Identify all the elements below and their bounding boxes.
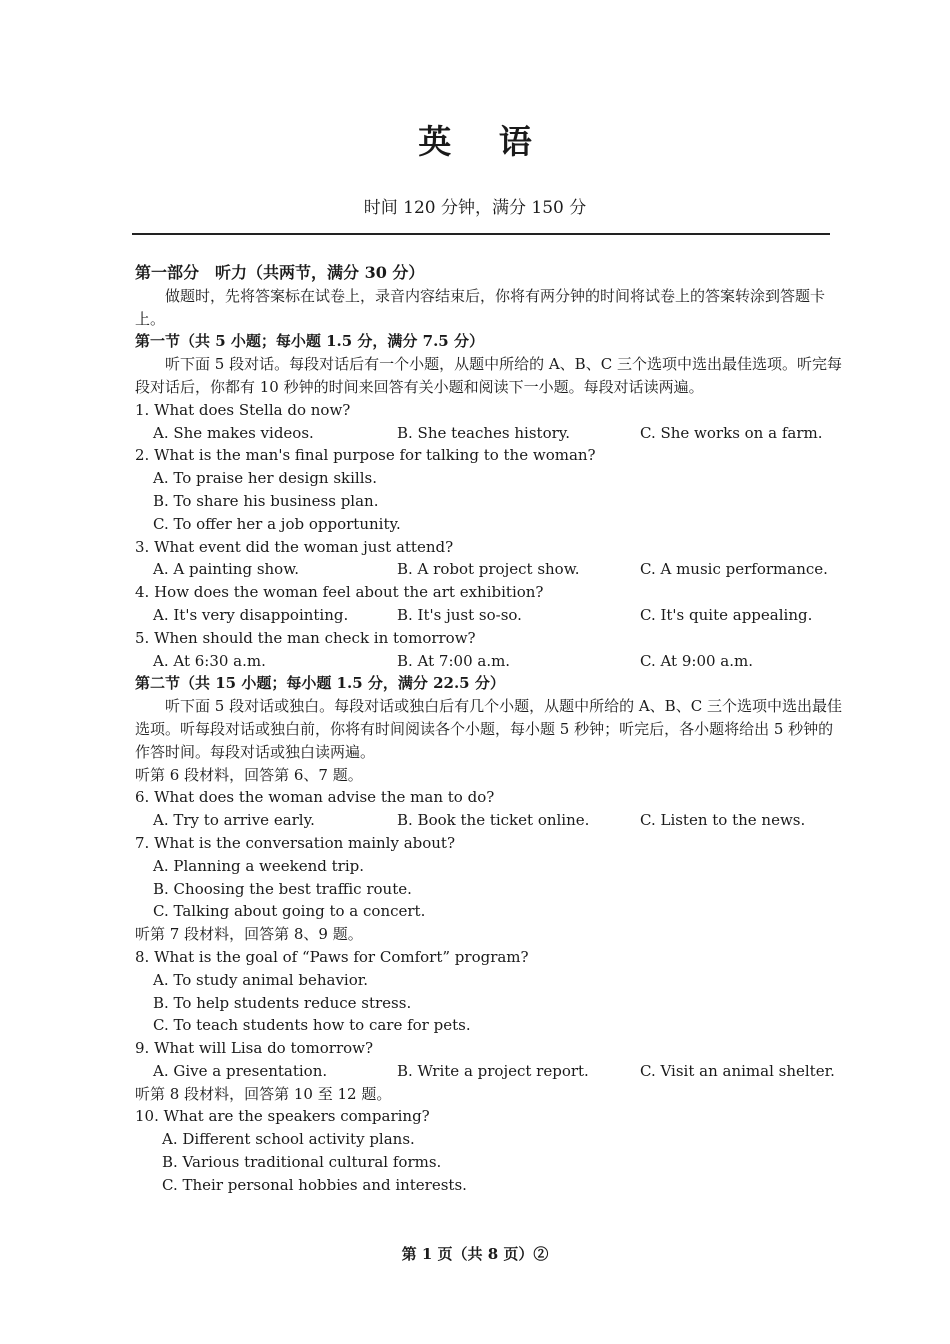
question-4-stem: 4. How does the woman feel about the art exhibition? xyxy=(135,583,544,602)
material-8-label: 听第 8 段材料，回答第 10 至 12 题。 xyxy=(135,1084,392,1103)
material-7-label: 听第 7 段材料，回答第 8、9 题。 xyxy=(135,925,363,944)
question-1-options xyxy=(135,422,847,445)
question-2-option-c: C. To offer her a job opportunity. xyxy=(153,514,401,533)
question-5-option-c: C. At 9:00 a.m. xyxy=(640,651,753,670)
material-6-label: 听第 6 段材料，回答第 6、7 题。 xyxy=(135,765,363,784)
section2-instruction: 听下面 5 段对话或独白。每段对话或独白后有几个小题，从题中所给的 A、B、C 三个选项中选出最佳选项。听每段对话或独白前，你将有时间阅读各个小题，每小题 5 秒钟；听完后，各小题将给出 5 秒钟的作答时间。每段对话或独白读两遍。 xyxy=(135,697,842,761)
question-3-option-c: C. A music performance. xyxy=(640,560,828,579)
section2-heading: 第二节（共 15 小题；每小题 1.5 分，满分 22.5 分） xyxy=(135,674,505,693)
question-8-option-a: A. To study animal behavior. xyxy=(153,970,369,989)
part1-heading: 第一部分 听力（共两节，满分 30 分） xyxy=(135,263,425,282)
page-title: 英 语 xyxy=(418,122,550,161)
question-4-option-b: B. It's just so-so. xyxy=(397,605,522,624)
part1-instruction: 做题时，先将答案标在试卷上，录音内容结束后，你将有两分钟的时间将试卷上的答案转涂到答题卡上。 xyxy=(135,286,826,328)
question-7-option-b: B. Choosing the best traffic route. xyxy=(153,879,412,898)
page-number: 第 1 页（共 8 页）② xyxy=(401,1245,549,1263)
question-10-option-a: A. Different school activity plans. xyxy=(162,1130,415,1149)
exam-content xyxy=(135,262,847,1197)
question-6-option-a: A. Try to arrive early. xyxy=(153,811,315,830)
question-1-stem: 1. What does Stella do now? xyxy=(135,400,351,419)
question-1-option-b: B. She teaches history. xyxy=(397,423,571,442)
question-6-options xyxy=(135,809,847,832)
question-5-option-b: B. At 7:00 a.m. xyxy=(397,651,511,670)
question-6-option-c: C. Listen to the news. xyxy=(640,811,806,830)
question-10-option-b: B. Various traditional cultural forms. xyxy=(162,1153,442,1172)
question-9-option-a: A. Give a presentation. xyxy=(153,1061,328,1080)
question-8-stem: 8. What is the goal of “Paws for Comfort” program? xyxy=(135,947,529,966)
question-4-option-c: C. It's quite appealing. xyxy=(640,605,813,624)
question-3-option-a: A. A painting show. xyxy=(153,560,300,579)
question-7-option-a: A. Planning a weekend trip. xyxy=(153,856,365,875)
question-10-option-c: C. Their personal hobbies and interests. xyxy=(162,1175,467,1194)
question-7-option-c: C. Talking about going to a concert. xyxy=(153,902,426,921)
question-9-option-c: C. Visit an animal shelter. xyxy=(640,1061,835,1080)
question-5-option-a: A. At 6:30 a.m. xyxy=(153,651,266,670)
question-4-option-a: A. It's very disappointing. xyxy=(153,605,349,624)
section1-instruction: 听下面 5 段对话。每段对话后有一个小题，从题中所给的 A、B、C 三个选项中选出最佳选项。听完每段对话后，你都有 10 秒钟的时间来回答有关小题和阅读下一小题。每段对话读两遍。 xyxy=(135,355,842,396)
question-6-option-b: B. Book the ticket online. xyxy=(397,811,590,830)
question-10-stem: 10. What are the speakers comparing? xyxy=(135,1107,430,1126)
question-3-stem: 3. What event did the woman just attend? xyxy=(135,537,454,556)
question-3-options xyxy=(135,558,847,581)
question-2-option-a: A. To praise her design skills. xyxy=(153,469,377,488)
section1-heading: 第一节（共 5 小题；每小题 1.5 分，满分 7.5 分） xyxy=(135,332,484,351)
question-6-stem: 6. What does the woman advise the man to do? xyxy=(135,788,495,807)
question-5-options xyxy=(135,650,847,673)
question-1-option-c: C. She works on a farm. xyxy=(640,423,823,442)
question-8-option-b: B. To help students reduce stress. xyxy=(153,993,412,1012)
question-3-option-b: B. A robot project show. xyxy=(397,560,580,579)
question-9-stem: 9. What will Lisa do tomorrow? xyxy=(135,1039,374,1058)
question-5-stem: 5. When should the man check in tomorrow? xyxy=(135,628,476,647)
question-2-option-b: B. To share his business plan. xyxy=(153,491,379,510)
question-2-stem: 2. What is the man's final purpose for talking to the woman? xyxy=(135,446,596,465)
header-divider xyxy=(132,233,830,235)
question-1-option-a: A. She makes videos. xyxy=(153,423,314,442)
question-8-option-c: C. To teach students how to care for pets. xyxy=(153,1016,471,1035)
exam-time-score: 时间 120 分钟，满分 150 分 xyxy=(363,198,587,218)
question-4-options xyxy=(135,604,847,627)
question-7-stem: 7. What is the conversation mainly about? xyxy=(135,833,456,852)
question-9-option-b: B. Write a project report. xyxy=(397,1061,589,1080)
question-9-options xyxy=(135,1060,847,1083)
